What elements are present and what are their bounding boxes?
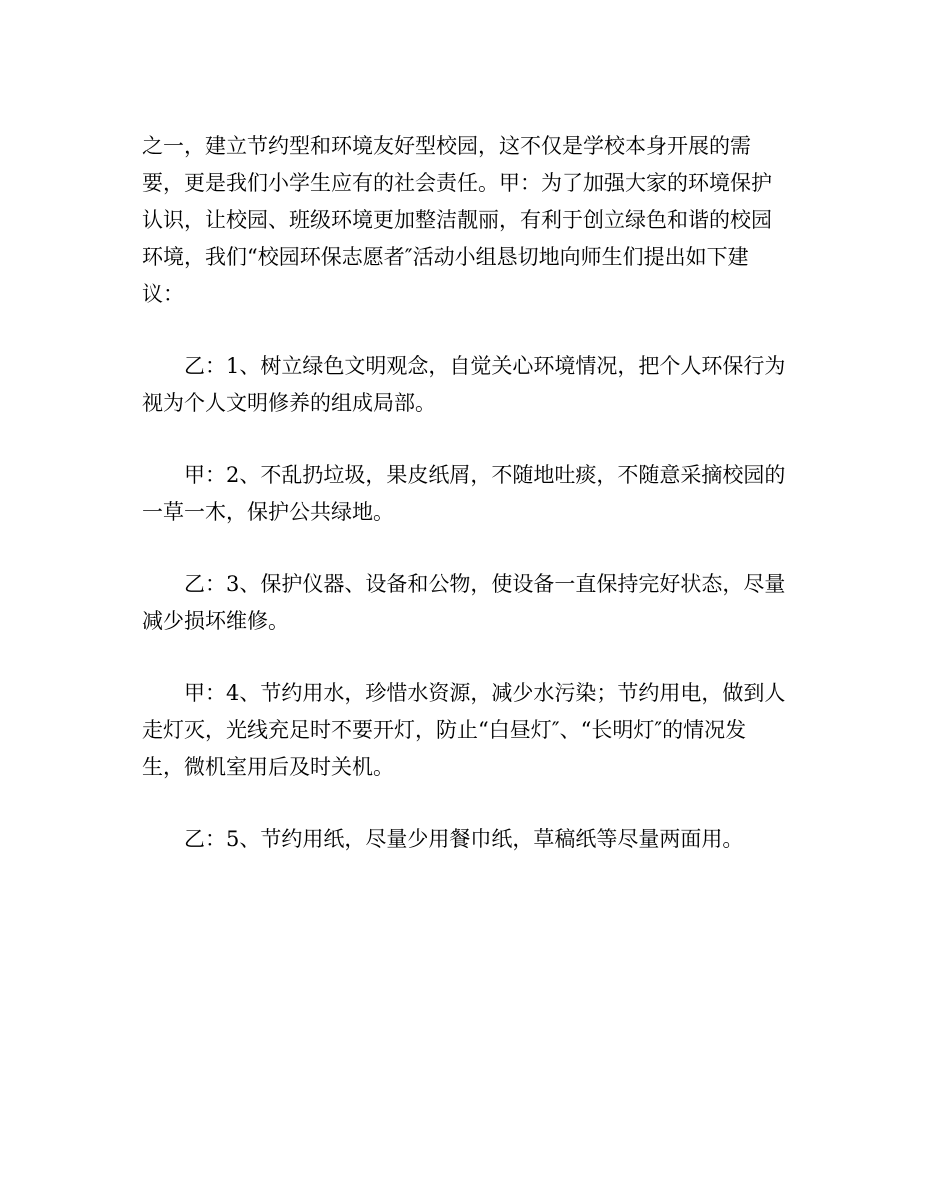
text-line: 走灯灭，光线充足时不要开灯，防止“白昼灯″、“长明灯″的情况发 <box>142 718 747 742</box>
text-line: 乙：3、保护仪器、设备和公物，使设备一直保持完好状态，尽量 <box>184 572 786 596</box>
paragraph-gap <box>142 531 810 566</box>
paragraph-item-2 <box>142 457 810 531</box>
document-body <box>142 128 810 858</box>
text-line: 环境，我们“校园环保志愿者″活动小组恳切地向师生们提出如下建 <box>142 245 749 269</box>
text-line: 一草一木，保护公共绿地。 <box>142 500 394 524</box>
text-line: 乙：5、节约用纸，尽量少用餐巾纸，草稿纸等尽量两面用。 <box>184 827 744 851</box>
paragraph-item-1 <box>142 348 810 422</box>
text-line: 减少损坏维修。 <box>142 609 289 633</box>
paragraph-gap <box>142 786 810 821</box>
paragraph-item-3 <box>142 566 810 640</box>
text-line: 生，微机室用后及时关机。 <box>142 755 394 779</box>
text-line: 视为个人文明修养的组成局部。 <box>142 391 436 415</box>
text-line: 要，更是我们小学生应有的社会责任。甲：为了加强大家的环境保护 <box>142 171 772 195</box>
text-line: 甲：2、不乱扔垃圾，果皮纸屑，不随地吐痰，不随意采摘校园的 <box>184 463 786 487</box>
paragraph-item-4 <box>142 675 810 786</box>
text-line: 议： <box>142 282 184 306</box>
paragraph-gap <box>142 640 810 675</box>
text-line: 认识，让校园、班级环境更加整洁靓丽，有利于创立绿色和谐的校园 <box>142 208 772 232</box>
paragraph-gap <box>142 422 810 457</box>
paragraph-item-5 <box>142 821 810 858</box>
text-line: 乙：1、树立绿色文明观念，自觉关心环境情况，把个人环保行为 <box>184 354 786 378</box>
text-line: 之一，建立节约型和环境友好型校园，这不仅是学校本身开展的需 <box>142 134 751 158</box>
paragraph-intro <box>142 128 810 313</box>
paragraph-gap <box>142 313 810 348</box>
text-line: 甲：4、节约用水，珍惜水资源，减少水污染；节约用电，做到人 <box>184 681 786 705</box>
